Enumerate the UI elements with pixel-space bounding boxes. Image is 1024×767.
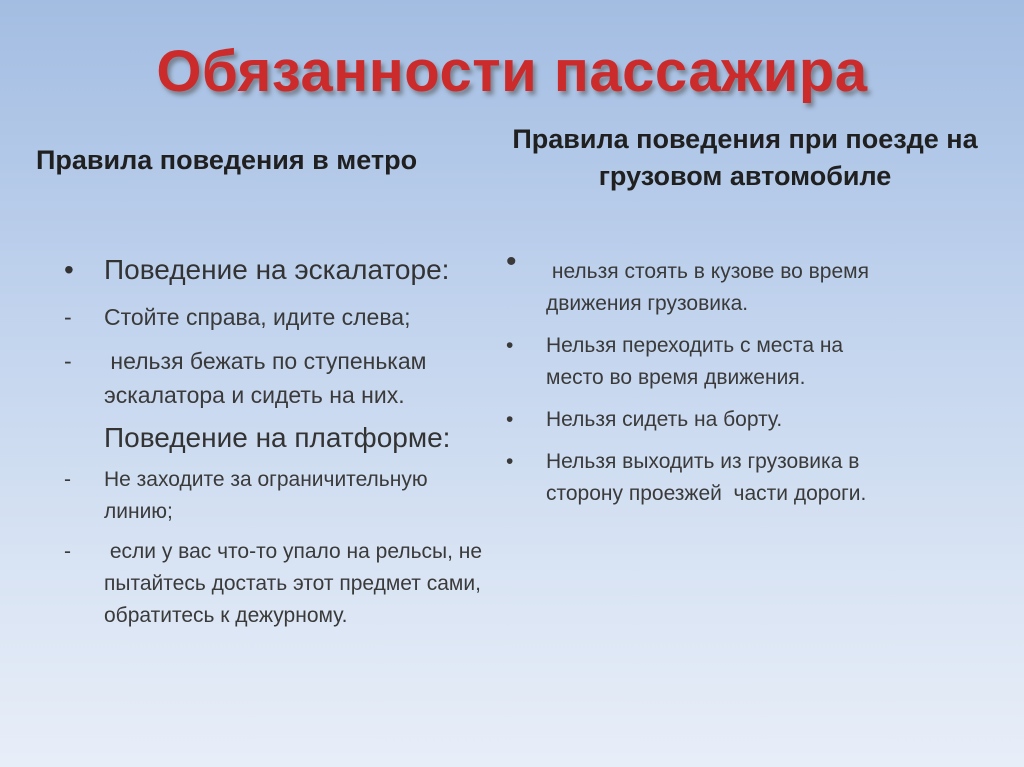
escalator-heading-text: Поведение на эскалаторе: — [104, 254, 450, 285]
list-item-platform-rule — [64, 536, 504, 632]
escalator-rule-text: Стойте справа, идите слева; — [104, 304, 411, 330]
list-item-platform-rule — [64, 464, 504, 528]
bullet-marker: • — [506, 334, 514, 357]
platform-rule-text: если у вас что-то упало на рельсы, не пытайтесь достать этот предмет сами, обратитесь к дежурному. — [104, 540, 488, 627]
bullet-marker: • — [64, 254, 74, 285]
list-item-truck-rule — [506, 446, 986, 510]
truck-rule-text: Нельзя сидеть на борту. — [546, 408, 783, 431]
escalator-rule-text: нельзя бежать по ступенькам эскалатора и сидеть на них. — [104, 348, 433, 408]
right-column-heading: Правила поведения при поезде на грузовом автомобиле — [512, 124, 978, 191]
slide-title: Обязанности пассажира — [156, 39, 868, 104]
platform-rule-text: Не заходите за ограничительную линию; — [104, 468, 428, 523]
list-item-platform-heading — [64, 420, 504, 456]
left-column-list — [64, 252, 504, 632]
dash-marker: - — [64, 348, 72, 374]
dash-marker: - — [64, 468, 71, 491]
platform-heading-text: Поведение на платформе: — [104, 422, 451, 453]
dash-marker: - — [64, 540, 71, 563]
truck-rule-text: нельзя стоять в кузове во время движения грузовика. — [546, 260, 875, 315]
list-item-escalator-rule — [64, 300, 504, 334]
list-item-truck-rule — [506, 404, 986, 436]
list-item-escalator-heading — [64, 252, 504, 288]
bullet-marker: • — [506, 408, 514, 431]
truck-rule-text: Нельзя переходить с места на место во время движения. — [546, 334, 844, 389]
list-item-truck-rule — [506, 330, 986, 394]
list-item-escalator-rule — [64, 344, 504, 412]
left-column-heading: Правила поведения в метро — [36, 145, 418, 175]
dash-marker: - — [64, 304, 72, 330]
bullet-marker: • — [506, 245, 517, 278]
truck-rule-text: Нельзя выходить из грузовика в сторону проезжей части дороги. — [546, 450, 867, 505]
list-item-truck-rule — [506, 245, 986, 320]
right-column-list — [506, 245, 986, 510]
bullet-marker: • — [506, 450, 514, 473]
